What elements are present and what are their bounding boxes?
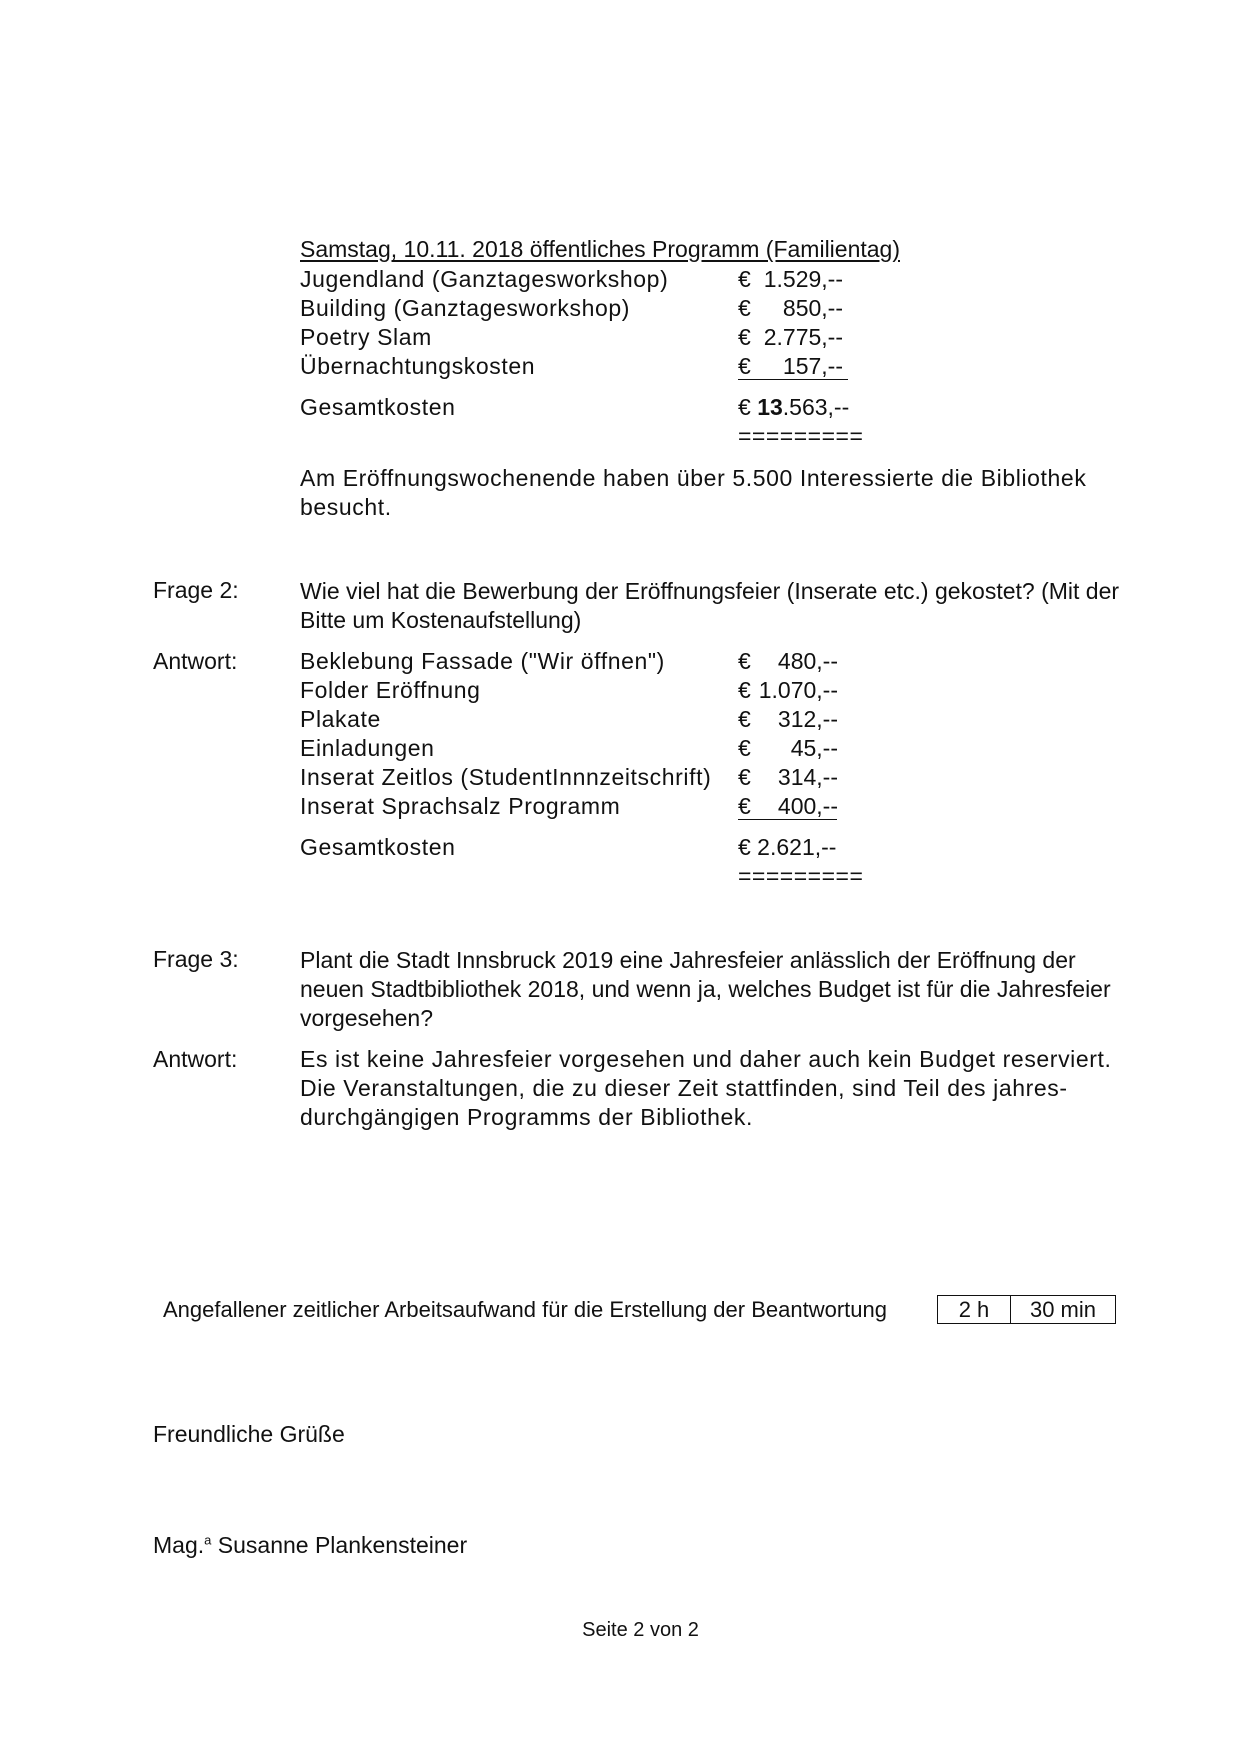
total-label: Gesamtkosten <box>300 394 456 420</box>
cost-item-amount: 2.775,-- <box>763 324 843 350</box>
currency-symbol: € <box>738 353 848 380</box>
cost-item-amount: 480,-- <box>777 648 838 674</box>
greeting: Freundliche Grüße <box>153 1421 345 1447</box>
currency-symbol: € <box>738 677 751 703</box>
effort-box <box>937 1295 1116 1324</box>
cost-item-label: Einladungen <box>300 735 435 761</box>
answer-text-line: durchgängigen Programms der Bibliothek. <box>300 1104 753 1130</box>
answer-label: Antwort: <box>153 648 238 674</box>
answer-text-line: Es ist keine Jahresfeier vorgesehen und daher auch kein Budget reserviert. <box>300 1046 1112 1072</box>
total-amount-rest: .563,-- <box>782 394 850 420</box>
cost-item-amount: 157,-- <box>782 353 843 379</box>
cost-item-amount: 314,-- <box>777 764 838 790</box>
currency-symbol: € <box>738 793 837 820</box>
cost-item-label: Jugendland (Ganztagesworkshop) <box>300 266 669 292</box>
question-text: Plant die Stadt Innsbruck 2019 eine Jahresfeier anlässlich der Eröffnung der neuen Stadtbibliothek 2018, und wenn ja, welches Budget ist für die Jahresfeier vorgesehen? <box>300 947 1111 1031</box>
signature-name <box>153 1532 467 1559</box>
currency-symbol: € <box>738 394 751 420</box>
question-text: Wie viel hat die Bewerbung der Eröffnungsfeier (Inserate etc.) gekostet? (Mit der Bitte um Kostenaufstellung) <box>300 578 1120 633</box>
total-amount-bold: 13 <box>757 394 783 420</box>
cost-item-label: Plakate <box>300 706 381 732</box>
total-label: Gesamtkosten <box>300 834 456 860</box>
question-label: Frage 2: <box>153 577 239 603</box>
answer-label: Antwort: <box>153 1046 238 1072</box>
cost-item-amount: 850,-- <box>782 295 843 321</box>
question-label: Frage 3: <box>153 946 239 972</box>
section1-heading: Samstag, 10.11. 2018 öffentliches Programm (Familientag) <box>300 236 900 262</box>
cost-item-label: Übernachtungskosten <box>300 353 536 379</box>
total-double-line: ========= <box>738 423 864 449</box>
currency-symbol: € <box>738 324 751 350</box>
person-name: Susanne Plankensteiner <box>217 1532 468 1558</box>
cost-item-amount: 1.070,-- <box>758 677 838 703</box>
currency-symbol: € <box>738 764 751 790</box>
cost-item-label: Folder Eröffnung <box>300 677 481 703</box>
effort-hours: 2 h <box>938 1296 1011 1323</box>
cost-item-amount: 312,-- <box>777 706 838 732</box>
total-double-line: ========= <box>738 863 864 889</box>
answer-text-line: Die Veranstaltungen, die zu dieser Zeit stattfinden, sind Teil des jahres- <box>300 1075 1068 1101</box>
cost-item-label: Inserat Zeitlos (StudentInnnzeitschrift) <box>300 764 712 790</box>
cost-item-label: Building (Ganztagesworkshop) <box>300 295 631 321</box>
academic-title: Mag. <box>153 1532 205 1558</box>
total-amount: € 2.621,-- <box>738 834 837 860</box>
cost-item-label: Inserat Sprachsalz Programm <box>300 793 621 819</box>
cost-item-label: Beklebung Fassade ("Wir öffnen") <box>300 648 665 674</box>
effort-minutes: 30 min <box>1029 1296 1097 1322</box>
academic-title-sup: a <box>204 1532 212 1548</box>
page-number: Seite 2 von 2 <box>582 1619 699 1641</box>
visitors-text: Am Eröffnungswochenende haben über 5.500 Interessierte die Bibliothek besucht. <box>300 465 1087 520</box>
currency-symbol: € <box>738 706 751 732</box>
currency-symbol: € <box>738 648 751 674</box>
effort-label: Angefallener zeitlicher Arbeitsaufwand für die Erstellung der Beantwortung <box>163 1297 887 1322</box>
currency-symbol: € <box>738 266 751 292</box>
currency-symbol: € <box>738 735 751 761</box>
total-amount <box>738 394 849 421</box>
cost-item-label: Poetry Slam <box>300 324 432 350</box>
cost-item-amount: 45,-- <box>790 735 838 761</box>
cost-item-amount: 400,-- <box>777 793 838 819</box>
currency-symbol: € <box>738 295 751 321</box>
cost-item-amount: 1.529,-- <box>763 266 843 292</box>
